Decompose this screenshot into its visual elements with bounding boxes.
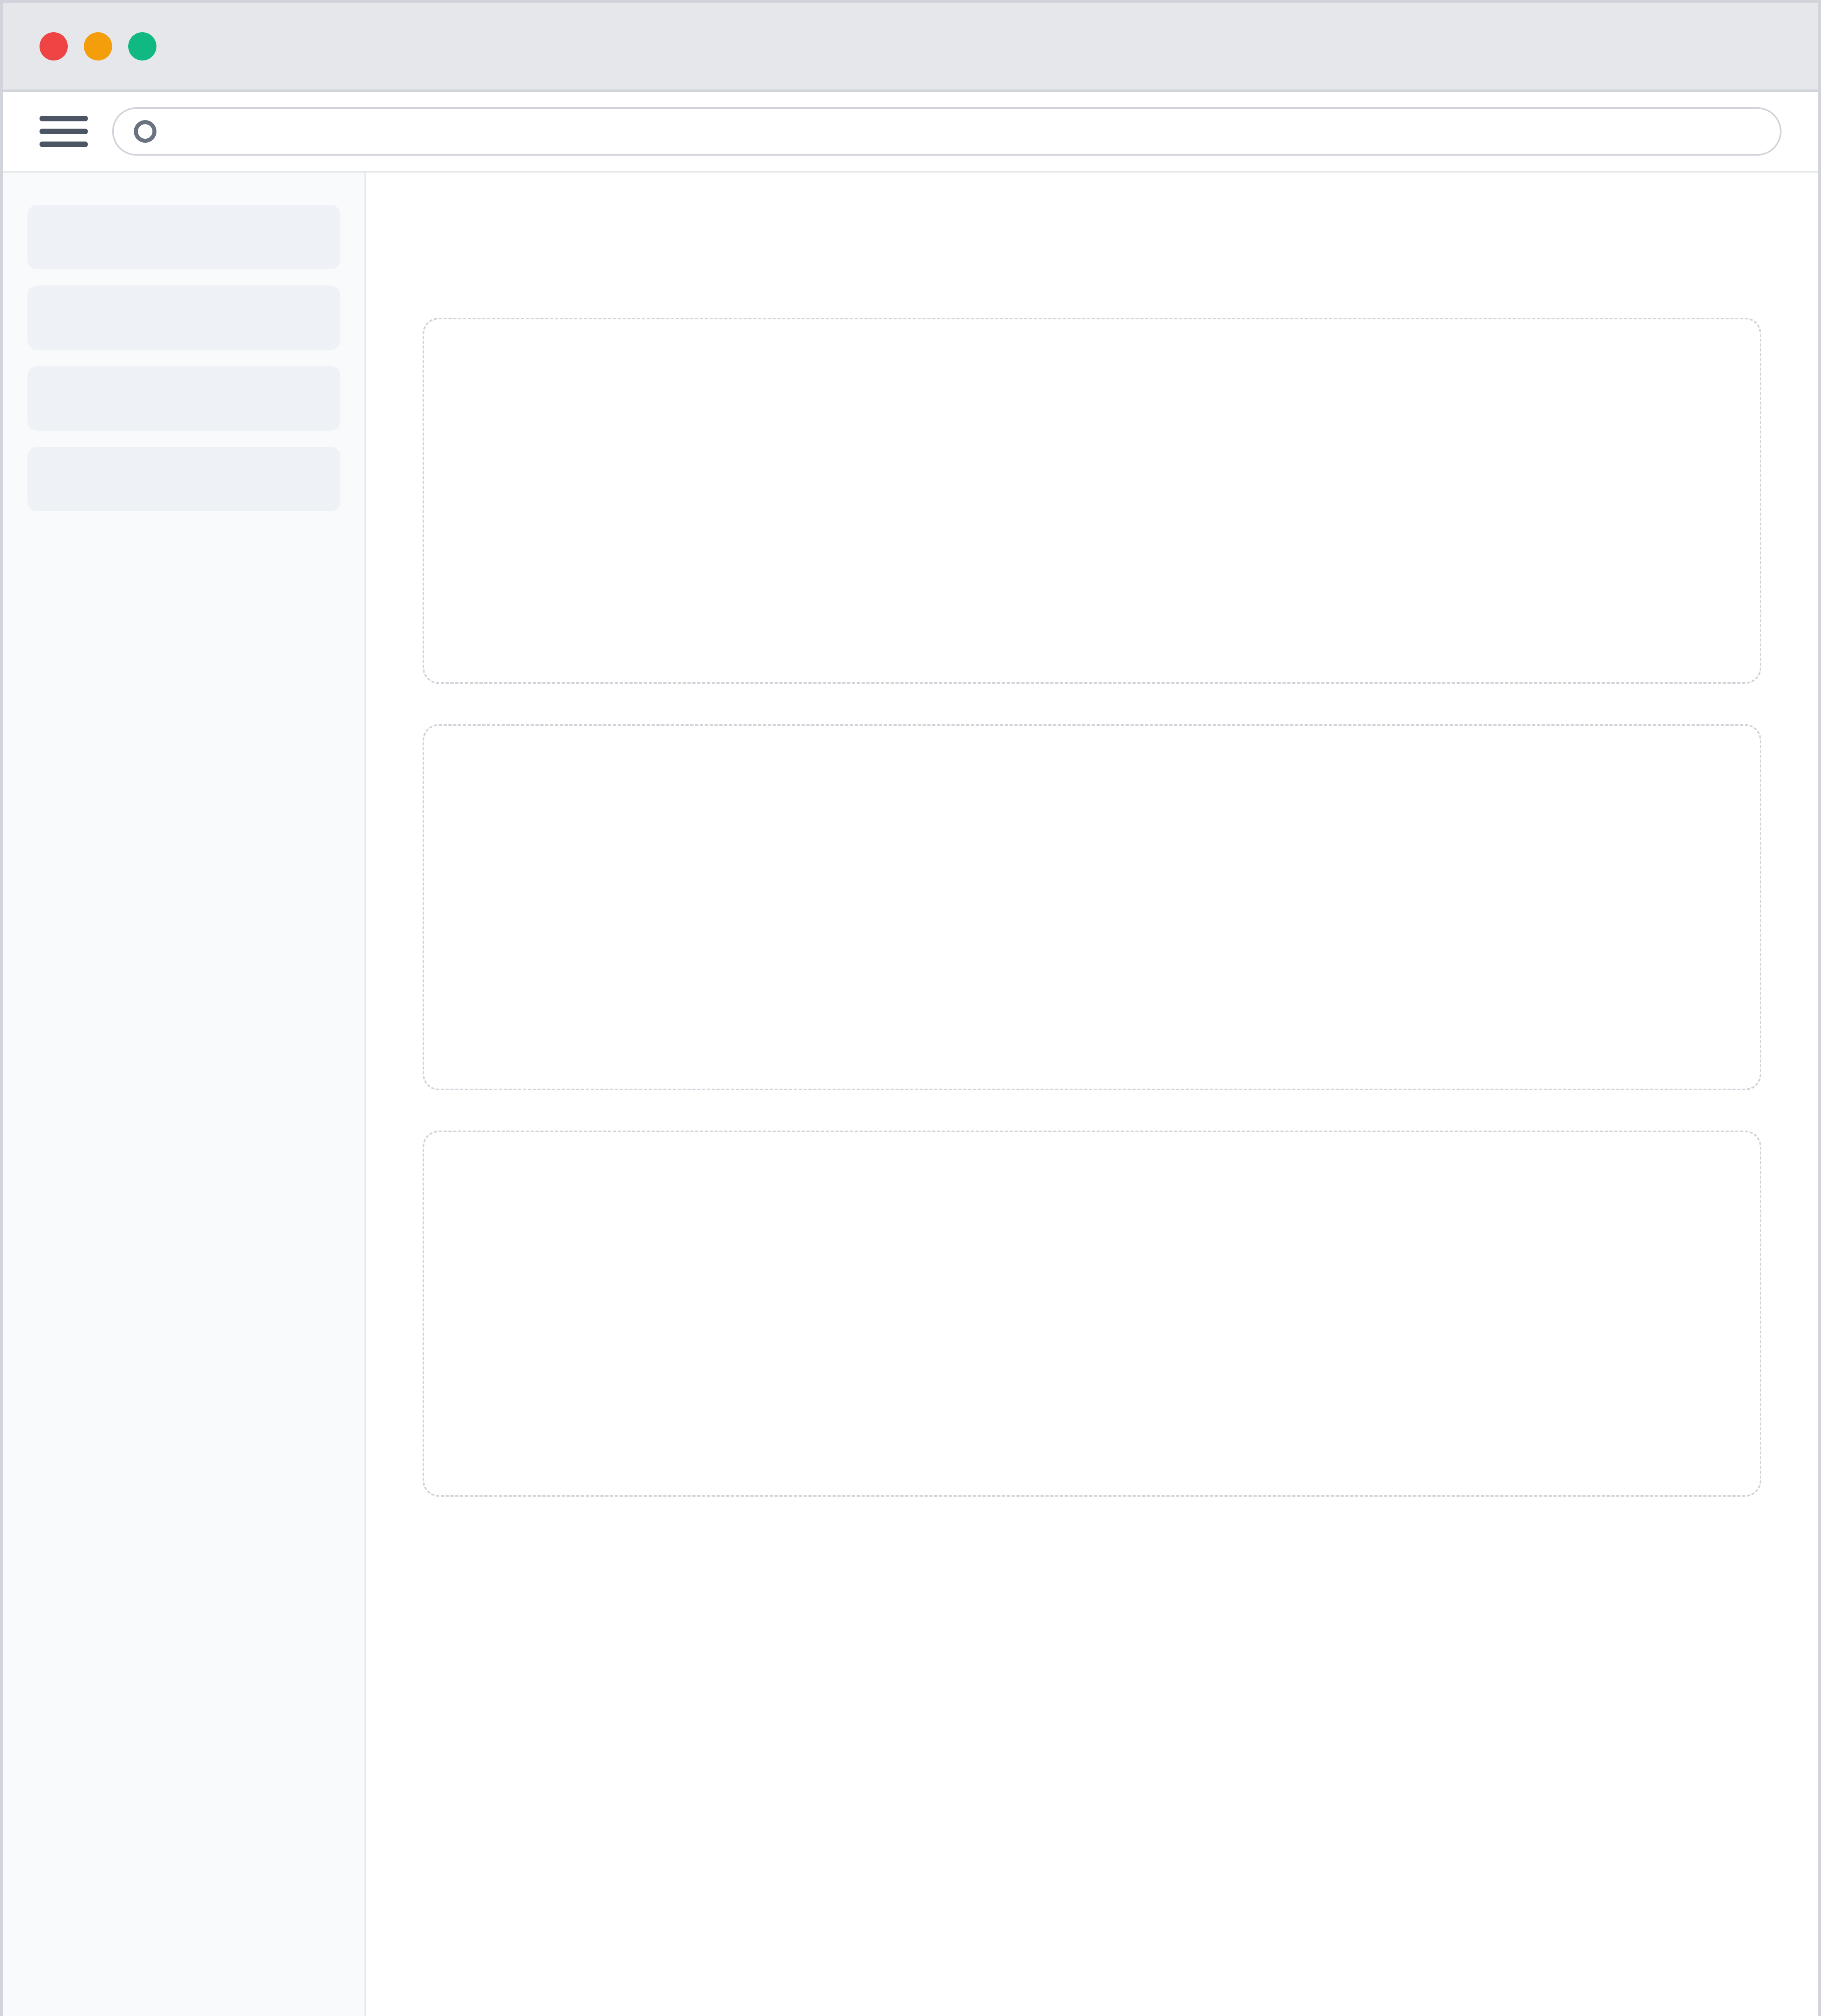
sidebar-item[interactable] xyxy=(27,366,340,431)
search-icon xyxy=(134,120,156,143)
main-panel xyxy=(366,173,1818,2016)
content-area xyxy=(3,173,1818,2016)
toolbar xyxy=(3,92,1818,173)
title-bar xyxy=(3,3,1818,92)
search-input[interactable] xyxy=(173,115,1760,148)
window-controls xyxy=(40,32,156,60)
sidebar xyxy=(3,173,366,2016)
content-block xyxy=(423,1131,1761,1497)
search-box[interactable] xyxy=(112,107,1781,156)
menu-icon[interactable] xyxy=(40,107,88,156)
page-title xyxy=(423,221,1761,285)
sidebar-item[interactable] xyxy=(27,447,340,511)
maximize-icon[interactable] xyxy=(128,32,156,60)
content-block xyxy=(423,318,1761,684)
sidebar-item[interactable] xyxy=(27,285,340,350)
minimize-icon[interactable] xyxy=(84,32,112,60)
sidebar-item[interactable] xyxy=(27,205,340,269)
content-block xyxy=(423,724,1761,1090)
close-icon[interactable] xyxy=(40,32,68,60)
